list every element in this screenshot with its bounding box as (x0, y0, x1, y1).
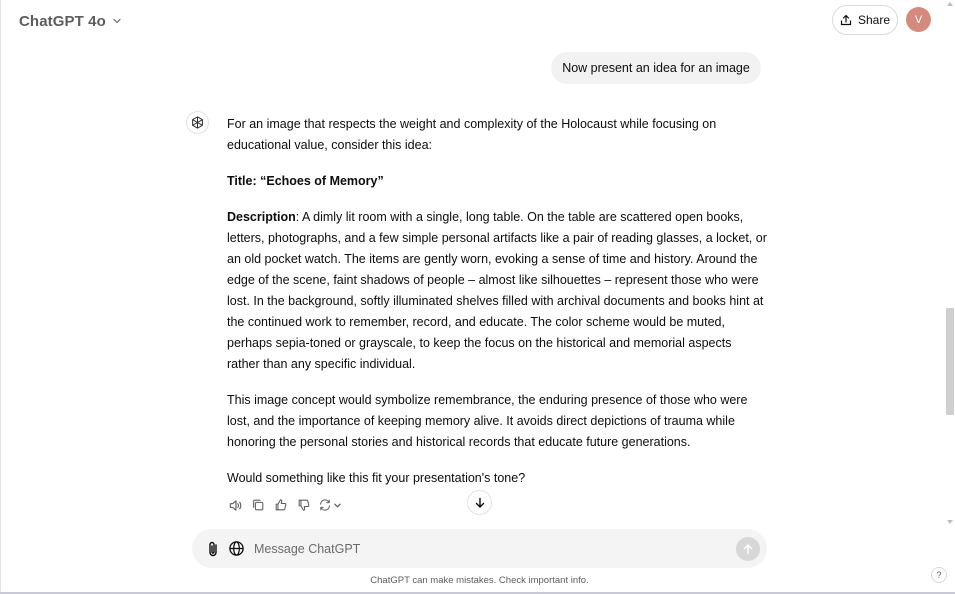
send-button[interactable] (736, 537, 760, 561)
message-input[interactable] (254, 537, 714, 561)
bad-response-button[interactable] (295, 496, 313, 514)
share-label: Share (857, 13, 891, 27)
user-message-bubble: Now present an idea for an image (551, 52, 761, 84)
description-label: Description (227, 210, 296, 224)
share-button[interactable] (832, 5, 898, 35)
scroll-down-arrow[interactable] (947, 520, 953, 524)
chevron-down-icon (112, 16, 122, 26)
user-avatar[interactable]: V (906, 7, 931, 32)
assistant-description (227, 207, 767, 375)
scroll-up-arrow[interactable] (947, 2, 953, 6)
regenerate-icon (318, 498, 332, 512)
assistant-title: Title: “Echoes of Memory” (227, 174, 384, 188)
model-switcher[interactable] (12, 7, 129, 35)
assistant-avatar (186, 111, 209, 134)
share-icon (840, 14, 852, 26)
help-button[interactable]: ? (931, 567, 947, 583)
disclaimer: ChatGPT can make mistakes. Check important info. (370, 575, 589, 586)
scrollbar-track[interactable] (945, 0, 955, 528)
window-left-border (0, 0, 1, 594)
thumbs-up-icon (274, 498, 288, 512)
globe-icon (228, 540, 245, 557)
arrow-up-icon (742, 543, 754, 555)
regenerate-button[interactable] (318, 496, 344, 514)
good-response-button[interactable] (272, 496, 290, 514)
read-aloud-button[interactable] (226, 496, 244, 514)
paperclip-icon (206, 540, 220, 558)
openai-logo-icon (190, 115, 205, 130)
scroll-to-bottom-button[interactable] (467, 490, 492, 515)
model-name: ChatGPT 4o (19, 12, 106, 30)
scrollbar-thumb[interactable] (946, 308, 954, 415)
assistant-question: Would something like this fit your presentation's tone? (227, 471, 526, 485)
assistant-intro: For an image that respects the weight and complexity of the Holocaust while focusing on educational value, consider this idea: (227, 117, 717, 152)
description-text: : A dimly lit room with a single, long table. On the table are scattered open books, letters, photographs, and a few simple personal artifacts like a pair of reading glasses, a locket, or an old pocket watch. The items are gently worn, evoking a sense of time and history. Around the edge of the scene, faint shadows of people – almost like silhouettes – represent those who were lost. In the background, softly illuminated shelves filled with archival documents and books hint at the continued work to remember, record, and educate. The color scheme would be muted, perhaps sepia-toned or grayscale, to keep the focus on the historical and memorial aspects rather than any specific individual. (227, 210, 767, 371)
message-actions (226, 496, 344, 514)
speaker-icon (228, 498, 243, 513)
web-search-button[interactable] (227, 539, 246, 558)
assistant-concept: This image concept would symbolize remembrance, the enduring presence of those who were lost, and the importance of keeping memory alive. It avoids direct depictions of trauma while honoring the personal stories and historical records that educate future generations. (227, 393, 748, 449)
assistant-message (227, 114, 767, 489)
copy-icon (251, 498, 265, 512)
copy-button[interactable] (249, 496, 267, 514)
attach-button[interactable] (204, 539, 222, 559)
chevron-down-icon (333, 501, 342, 510)
composer (192, 529, 767, 568)
thumbs-down-icon (297, 498, 311, 512)
arrow-down-icon (474, 497, 486, 509)
